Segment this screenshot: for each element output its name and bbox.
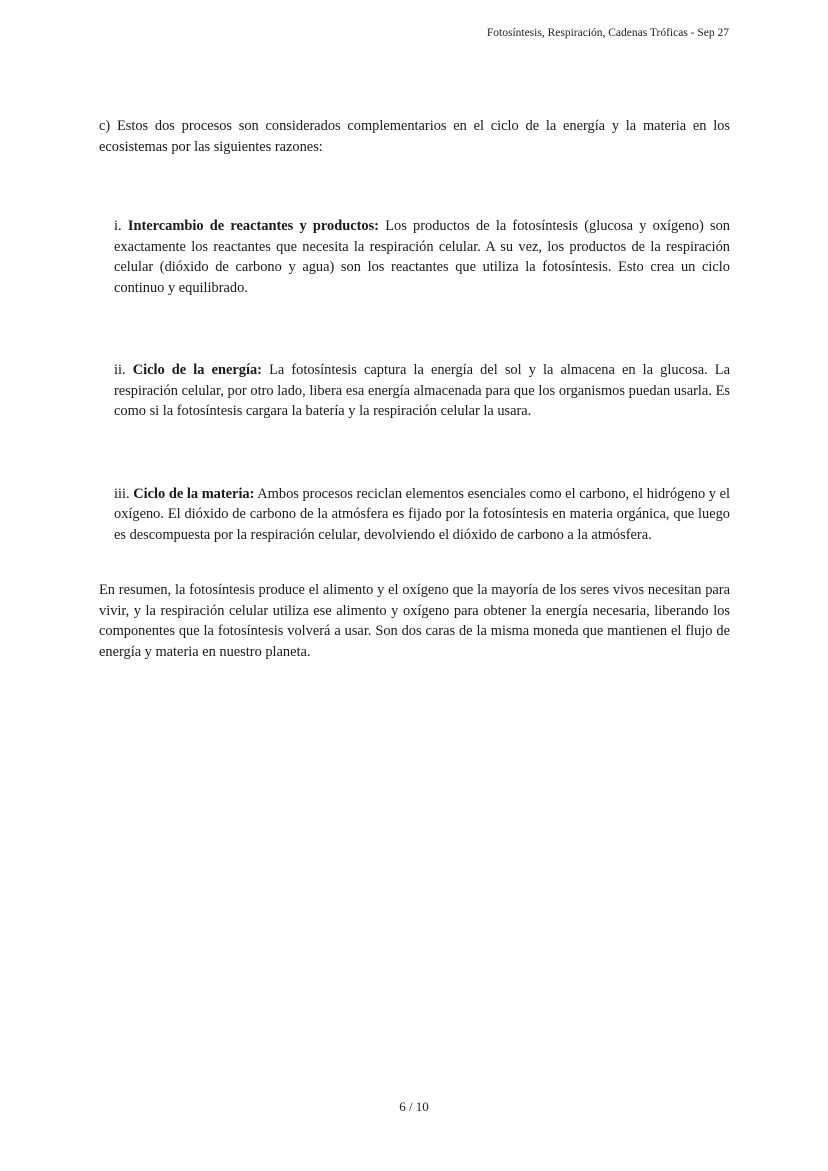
reason-number: iii. (114, 485, 130, 502)
page-number: 6 / 10 (399, 1099, 429, 1114)
reason-number: ii. (114, 362, 126, 378)
reason-title: Ciclo de la materia: (133, 485, 255, 502)
reason-title: Intercambio de reactantes y productos: (127, 218, 379, 234)
reasons-list (99, 216, 730, 545)
reason-item (114, 216, 730, 298)
page-content (99, 116, 730, 662)
reason-number: i. (114, 218, 122, 234)
running-header: Fotosíntesis, Respiración, Cadenas Tróficas - Sep 27 (486, 27, 729, 39)
reason-text: La fotosíntesis captura la energía del sol y la almacena en la glucosa. La respiración celular, por otro lado, libera esa energía almacenada para que los organismos puedan usarla. Es como si la fotosíntesis cargara la batería y la respiración celular la usara. (114, 362, 730, 419)
reason-text: Los productos de la fotosíntesis (glucosa y oxígeno) son exactamente los reactantes que necesita la respiración celular. A su vez, los productos de la respiración celular (dióxido de carbono y agua) son los reactantes que utiliza la fotosíntesis. Esto crea un ciclo continuo y equilibrado. (114, 218, 730, 296)
reason-title: Ciclo de la energía: (132, 362, 262, 378)
intro-paragraph: c) Estos dos procesos son considerados complementarios en el ciclo de la energía y la materia en los ecosistemas por las siguientes razones: (99, 118, 730, 155)
summary-paragraph: En resumen, la fotosíntesis produce el alimento y el oxígeno que la mayoría de los seres vivos necesitan para vivir, y la respiración celular utiliza ese alimento y oxígeno para obtener la energía necesaria, liberando los componentes que la fotosíntesis volverá a usar. Son dos caras de la misma moneda que mantienen el flujo de energía y materia en nuestro planeta. (99, 582, 730, 660)
reason-text: Ambos procesos reciclan elementos esenciales como el carbono, el hidrógeno y el oxígeno. El dióxido de carbono de la atmósfera es fijado por la fotosíntesis en materia orgánica, que luego es descompuesta por la respiración celular, devolviendo el dióxido de carbono a la atmósfera. (114, 485, 730, 543)
reason-item (114, 484, 730, 546)
reason-item (114, 360, 730, 422)
